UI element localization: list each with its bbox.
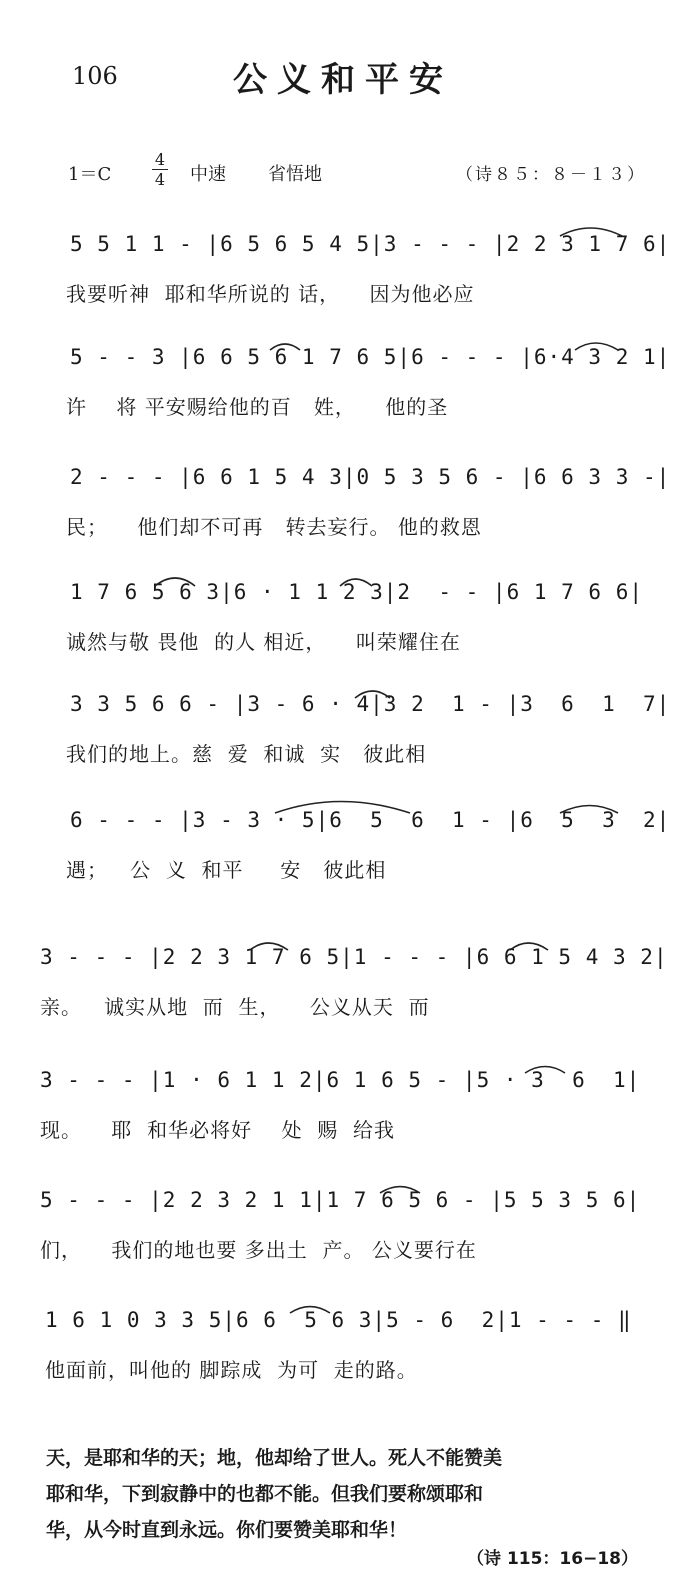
notation-line: 5 5 1 1 - |6 5 6 5 4 5|3 - - - |2 2 3 1 7 6|: [70, 232, 671, 256]
music-system-10: [0, 1308, 686, 1398]
music-system-3: [0, 465, 686, 555]
notation-line: 1 7 6 5 6 3|6 · 1 1 2 3|2 - - |6 1 7 6 6|: [70, 580, 644, 604]
lyrics-line: 遇； 公 义 和平 安 彼此相: [66, 858, 387, 882]
time-signature-bottom: 4: [152, 169, 168, 189]
notation-line: 6 - - - |3 - 3 · 5|6 5 6 1 - |6 5 3 2|: [70, 808, 671, 832]
verse-line: 天，是耶和华的天；地，他却给了世人。死人不能赞美: [46, 1447, 503, 1469]
music-system-9: [0, 1188, 686, 1278]
notation-line: 3 3 5 6 6 - |3 - 6 · 4|3 2 1 - |3 6 1 7|: [70, 692, 671, 716]
key-signature: 1＝C: [68, 164, 112, 185]
music-system-7: [0, 945, 686, 1035]
notation-line: 3 - - - |1 · 6 1 1 2|6 1 6 5 - |5 · 3 6 1|: [40, 1068, 641, 1092]
lyrics-line: 现。 耶 和华必将好 处 赐 给我: [40, 1118, 396, 1142]
lyrics-line: 许 将 平安赐给他的百 姓， 他的圣: [66, 395, 449, 419]
scripture-verse: [46, 1440, 646, 1548]
lyrics-line: 诚然与敬 畏他 的人 相近， 叫荣耀住在: [66, 630, 461, 654]
time-signature: [152, 150, 168, 189]
song-title: 公义和平安: [233, 60, 453, 100]
music-system-4: [0, 580, 686, 670]
lyrics-line: 我们的地上。慈 爱 和诚 实 彼此相: [66, 742, 427, 766]
time-signature-top: 4: [154, 150, 166, 169]
music-system-2: [0, 345, 686, 435]
notation-line: 5 - - - |2 2 3 2 1 1|1 7 6 5 6 - |5 5 3 5 6|: [40, 1188, 641, 1212]
verse-line: 华，从今时直到永远。你们要赞美耶和华！: [46, 1519, 408, 1541]
lyrics-line: 民； 他们却不可再 转去妄行。 他的救恩: [66, 515, 482, 539]
notation-line: 3 - - - |2 2 3 1 7 6 5|1 - - - |6 6 1 5 4 3 2|: [40, 945, 668, 969]
scripture-reference: （诗８５：８－１３）: [456, 165, 646, 185]
tempo-marking: 中速: [190, 164, 226, 185]
page-number: 106: [72, 62, 118, 90]
notation-line: 2 - - - |6 6 1 5 4 3|0 5 3 5 6 - |6 6 3 3 -|: [70, 465, 671, 489]
music-system-6: [0, 808, 686, 898]
lyrics-line: 他面前，叫他的 脚踪成 为可 走的路。: [45, 1358, 418, 1382]
notation-line: 5 - - 3 |6 6 5 6 1 7 6 5|6 - - - |6·4 3 2 1|: [70, 345, 671, 369]
verse-reference: （诗 115：16−18）: [467, 1549, 638, 1569]
lyrics-line: 我要听神 耶和华所说的 话， 因为他必应: [66, 282, 475, 306]
composer: 省悟地: [268, 164, 322, 185]
verse-line: 耶和华，下到寂静中的也都不能。但我们要称颂耶和: [46, 1483, 484, 1505]
lyrics-line: 亲。 诚实从地 而 生， 公义从天 而: [40, 995, 430, 1019]
music-system-1: [0, 232, 686, 322]
music-system-8: [0, 1068, 686, 1158]
notation-line: 1 6 1 0 3 3 5|6 6 5 6 3|5 - 6 2|1 - - - ‖: [45, 1308, 632, 1332]
music-system-5: [0, 692, 686, 782]
lyrics-line: 们， 我们的地也要 多出土 产。 公义要行在: [40, 1238, 477, 1262]
